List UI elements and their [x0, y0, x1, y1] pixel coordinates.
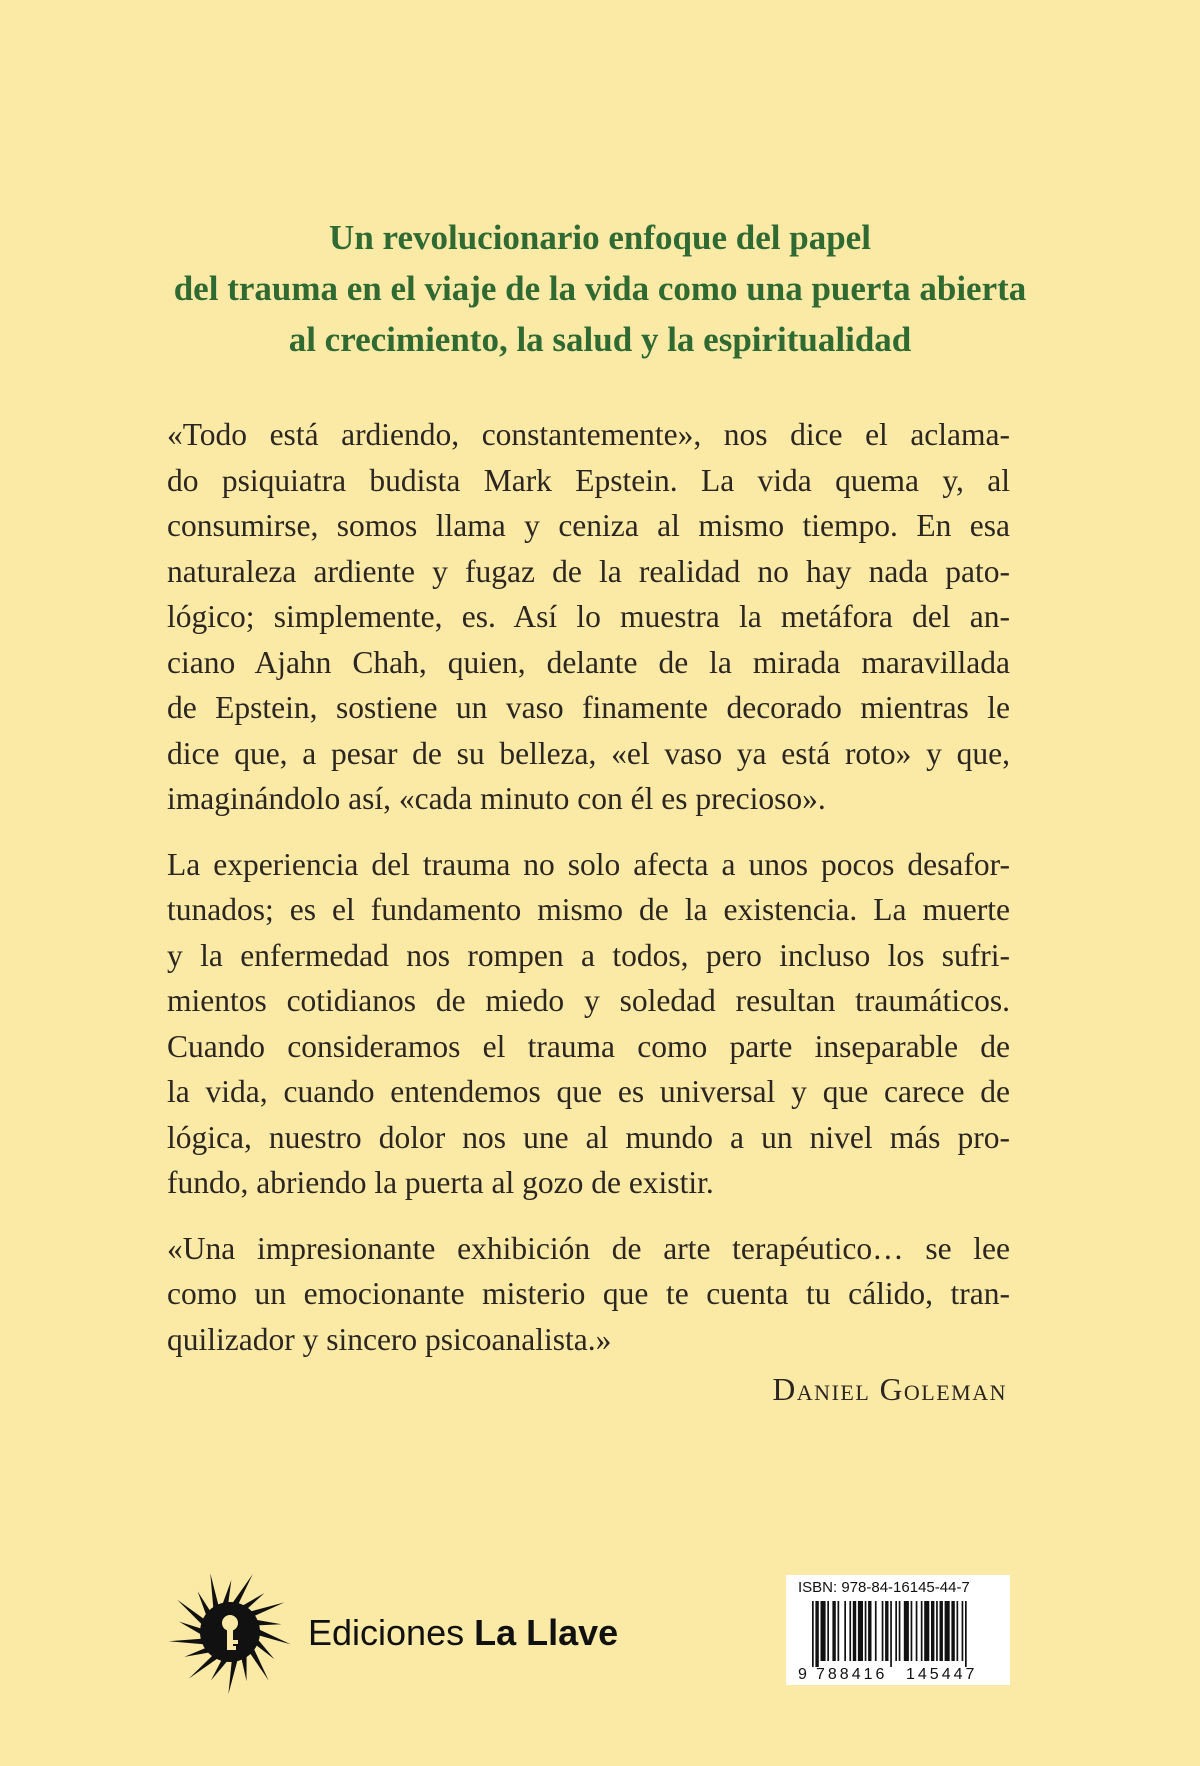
barcode-bar — [875, 1601, 877, 1661]
text-line: la vida, cuando entendemos que es universal y que carece de — [167, 1074, 1010, 1109]
text-line: «Todo está ardiendo, constantemente», nos dice el aclama- — [167, 417, 1010, 452]
barcode-bar — [895, 1601, 897, 1661]
barcode-bar — [838, 1601, 840, 1661]
tagline-line: Un revolucionario enfoque del papel — [329, 218, 871, 257]
barcode-bar — [916, 1601, 918, 1661]
blurb — [167, 412, 1010, 1382]
sun-ray — [179, 1622, 202, 1635]
barcode-bar — [962, 1601, 964, 1661]
text-line: tunados; es el fundamento mismo de la existencia. La muerte — [167, 892, 1010, 927]
sun-ray — [169, 1639, 205, 1645]
text-line: dice que, a pesar de su belleza, «el vaso ya está roto» y que, — [167, 735, 1010, 771]
barcode-bar — [849, 1601, 851, 1661]
isbn-label: ISBN: 978-84-16145-44-7 — [798, 1579, 970, 1596]
sun-ray — [258, 1629, 291, 1644]
barcode-bar — [957, 1601, 959, 1661]
text-line: ciano Ajahn Chah, quien, delante de la mirada maravillada — [167, 644, 1010, 680]
barcode-bar — [853, 1601, 856, 1661]
sun-ray — [249, 1602, 284, 1616]
barcode-bar — [827, 1601, 829, 1661]
text-line: de Epstein, sostiene un vaso finamente decorado mientras le — [167, 690, 1010, 725]
barcode-bar — [899, 1601, 901, 1661]
barcode-bar — [921, 1601, 923, 1661]
tagline-line: al crecimiento, la salud y la espiritualidad — [288, 320, 912, 359]
barcode-bar — [931, 1601, 934, 1661]
sun-key-logo-icon — [166, 1568, 294, 1696]
text-line: mientos cotidianos de miedo y soledad resultan traumáticos. — [167, 983, 1010, 1018]
publisher-name-regular: Ediciones — [308, 1612, 465, 1653]
text-line: como un emocionante misterio que te cuenta tu cálido, tran- — [167, 1276, 1010, 1311]
tagline — [100, 212, 1100, 365]
barcode-bar — [885, 1601, 888, 1661]
text-line: do psiquiatra budista Mark Epstein. La vida quema y, al — [167, 462, 1010, 498]
tagline-line: del trauma en el viaje de la vida como una puerta abierta — [173, 269, 1027, 308]
barcode-bar — [965, 1601, 967, 1667]
barcode-bar — [940, 1601, 943, 1661]
publisher-name — [308, 1612, 618, 1654]
sun-ray — [255, 1620, 281, 1626]
barcode-bar — [815, 1601, 818, 1667]
barcode-bar — [882, 1601, 884, 1661]
isbn-barcode — [786, 1575, 1010, 1685]
text-line: lógico; simplemente, es. Así lo muestra la metáfora del an- — [167, 599, 1010, 634]
text-line: Cuando consideramos el trauma como parte inseparable de — [167, 1028, 1010, 1064]
barcode-bar — [832, 1601, 835, 1661]
barcode-bar — [812, 1601, 814, 1667]
barcode-bar — [844, 1601, 846, 1661]
barcode-bar — [951, 1601, 954, 1661]
barcode-bar — [868, 1601, 871, 1661]
sun-ray — [222, 1580, 231, 1605]
text-line: La experiencia del trauma no solo afecta a unos pocos desafor- — [167, 846, 1010, 882]
barcode-digits-left: 788416 — [816, 1666, 888, 1683]
paragraph-1 — [167, 412, 1010, 822]
text-line: quilizador y sincero psicoanalista.» — [167, 1321, 612, 1357]
barcode-bar — [911, 1601, 913, 1661]
text-line: fundo, abriendo la puerta al gozo de existir. — [167, 1165, 714, 1200]
barcode-bar — [904, 1601, 909, 1661]
barcode-digit-prefix: 9 — [798, 1666, 807, 1683]
sun-ray — [177, 1600, 205, 1626]
publisher-name-bold: La Llave — [474, 1612, 619, 1653]
barcode-bar — [924, 1601, 929, 1661]
text-line: y la enfermedad nos rompen a todos, pero incluso los sufri- — [167, 937, 1010, 973]
sun-ray — [228, 1659, 237, 1694]
barcode-bar — [936, 1601, 938, 1661]
barcode-bar — [821, 1601, 826, 1661]
sun-ray — [210, 1573, 218, 1609]
barcode-bar — [945, 1601, 950, 1661]
barcode-digits-right: 145447 — [906, 1666, 978, 1683]
paragraph-2 — [167, 842, 1010, 1206]
text-line: lógica, nuestro dolor nos une al mundo a un nivel más pro- — [167, 1119, 1010, 1155]
sun-ray — [232, 1574, 253, 1605]
paragraph-quote — [167, 1226, 1010, 1363]
text-line: «Una impresionante exhibición de arte terapéutico… se lee — [167, 1230, 1010, 1266]
text-line: imaginándolo así, «cada minuto con él es precioso». — [167, 781, 826, 816]
barcode-bar — [890, 1601, 892, 1667]
barcode-bar — [858, 1601, 863, 1661]
barcode-bar — [865, 1601, 867, 1661]
sun-ray — [211, 1659, 228, 1681]
barcode-graphic — [786, 1575, 1010, 1685]
publisher-logo — [166, 1568, 619, 1696]
quote-attribution: Daniel Goleman — [772, 1372, 1007, 1407]
text-line: consumirse, somos llama y ceniza al mismo tiempo. En esa — [167, 508, 1010, 543]
text-line: naturaleza ardiente y fugaz de la realidad no hay nada pato- — [167, 553, 1010, 589]
